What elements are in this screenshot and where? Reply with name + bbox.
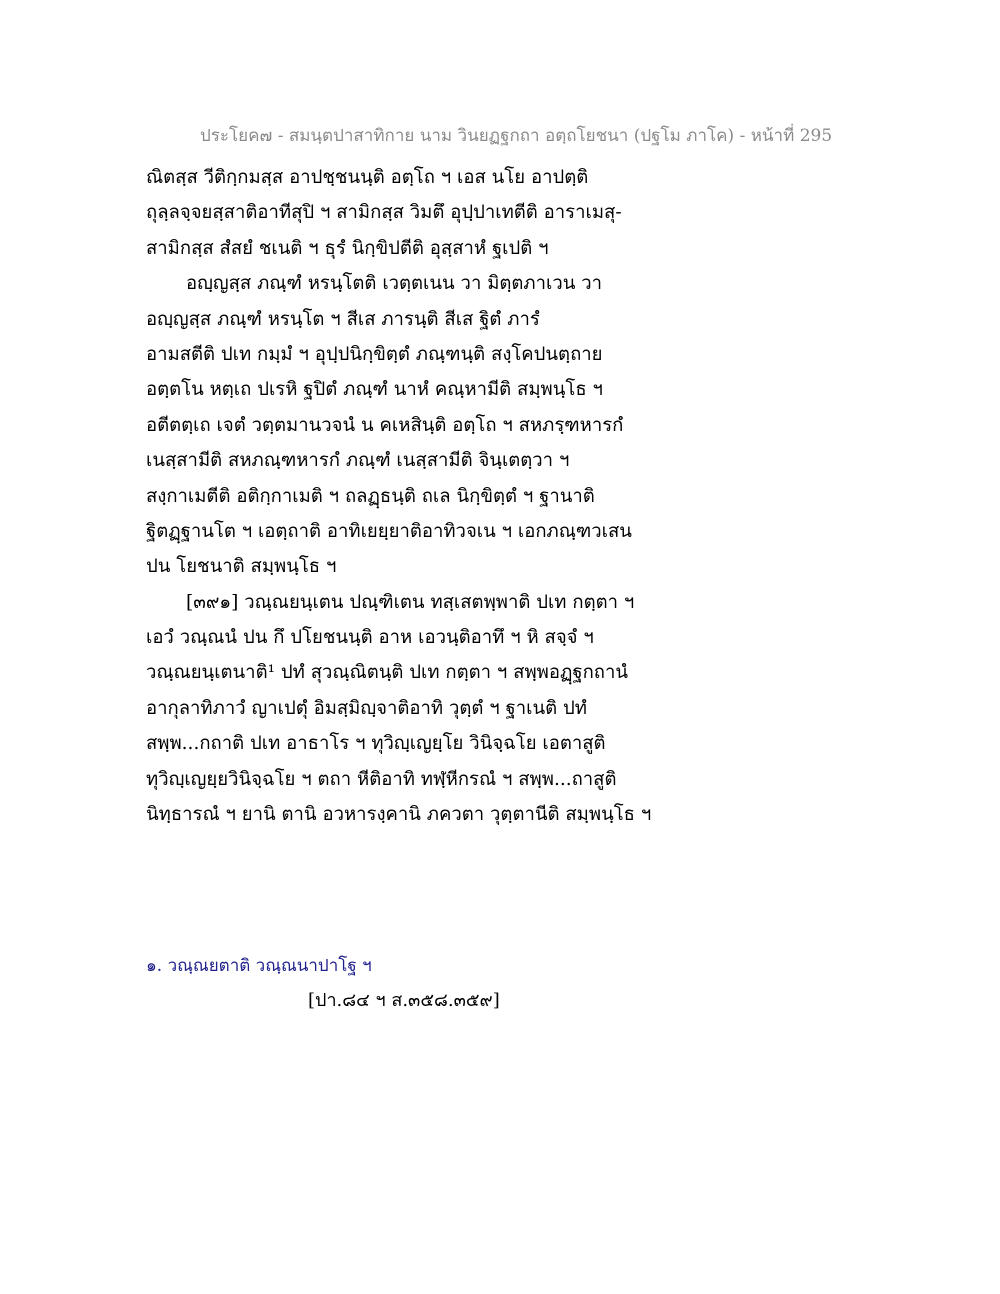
text-line: อตีตตฺเถ เจตํ วตฺตมานวจนํ น คเหสินฺติ อตฺโถ ฯ สหภรฺฑหารกํ <box>146 414 624 436</box>
text-line: สพฺพ...กถาติ ปเท อาธาโร ฯ ทุวิญฺเญยฺโย วินิจฺฉโย เอตาสูติ <box>146 733 606 755</box>
text-line: เนสฺสามีติ สหภณฺฑหารกํ ภณฺฑํ เนสฺสามีติ จินฺเตตฺวา ฯ <box>146 450 570 472</box>
text-line: ฐิตฏฺฐานโต ฯ เอตฺถาติ อาทิเยยฺยาติอาทิวจเน ฯ เอกภณฺฑวเสน <box>146 520 632 542</box>
text-line: นิทฺธารณํ ฯ ยานิ ตานิ อวหารงฺคานิ ภควตา วุตฺตานีติ สมฺพนฺโธ ฯ <box>146 804 652 826</box>
text-line: ณิตสฺส วีติกฺกมสฺส อาปชฺชนนฺติ อตฺโถ ฯ เอส นโย อาปตฺติ <box>146 167 589 188</box>
text-line: ทุวิญฺเญยฺยวินิจฺฉโย ฯ ตถา หีติอาทิ ทฬฺหีกรณํ ฯ สพฺพ...ถาสูติ <box>146 768 617 790</box>
text-line: อากุลาทิภาวํ ญาเปตุํ อิมสฺมิญฺจาติอาทิ วุตฺตํ ฯ ฐาเนติ ปทํ <box>146 697 587 719</box>
text-line: สงฺกาเมตีติ อติกฺกาเมติ ฯ ถลฏฺธนฺติ ถเล นิกฺขิตฺตํ ฯ ฐานาติ <box>146 485 595 507</box>
text-line: ปน โยชนาติ สมฺพนฺโธ ฯ <box>146 556 337 578</box>
paragraph-start-line: อญฺญสฺส ภณฺฑํ หรนฺโตติ เวตฺตเนน วา มิตฺตภาเวน วา <box>186 273 603 295</box>
text-line: อามสตีติ ปเท กมฺมํ ฯ อุปฺปนิกฺขิตฺตํ ภณฺฑนฺติ สงฺโคปนตฺถาย <box>146 343 603 365</box>
text-line: อตฺตโน หตฺเถ ปเรหิ ฐปิตํ ภณฺฑํ นาหํ คณฺหามีติ สมฺพนฺโธ ฯ <box>146 379 603 401</box>
text-line: วณฺณยนฺเตนาติ¹ ปทํ สุวณฺณิตนฺติ ปเท กตฺตา ฯ สพฺพอฏฺฐกถานํ <box>146 662 629 684</box>
main-text <box>146 160 866 832</box>
page-reference: [ปา.๘๔ ฯ ส.๓๕๘.๓๕๙] <box>308 990 500 1011</box>
running-header: ประโยค๗ - สมนฺตปาสาทิกาย นาม วินยฏฐกถา อตฺถโยชนา (ปฐโม ภาโค) - หน้าที่ 295 <box>200 126 833 146</box>
footnote: ๑. วณฺณยตาติ วณฺณนาปาโฐ ฯ <box>146 956 372 976</box>
text-line: ถุลฺลจฺจยสฺสาติอาทีสุปิ ฯ สามิกสฺส วิมตึ อุปฺปาเทตีติ อาราเมสุ- <box>146 202 622 224</box>
text-line: อญฺญสฺส ภณฺฑํ หรนฺโต ฯ สีเส ภารนฺติ สีเส ฐิตํ ภารํ <box>146 308 540 330</box>
text-line: สามิกสฺส สํสยํ ชเนติ ฯ ธุรํ นิกฺขิปตีติ อุสฺสาหํ ฐเปติ ฯ <box>146 237 549 259</box>
paragraph-start-line: [๓๙๑] วณฺณยนฺเตน ปณฺฑิเตน ทสฺเสตพฺพาติ ปเท กตฺตา ฯ <box>186 591 635 613</box>
text-line: เอวํ วณฺณนํ ปน กึ ปโยชนนฺติ อาห เอวนฺติอาทึ ฯ หิ สจฺจํ ฯ <box>146 627 594 649</box>
